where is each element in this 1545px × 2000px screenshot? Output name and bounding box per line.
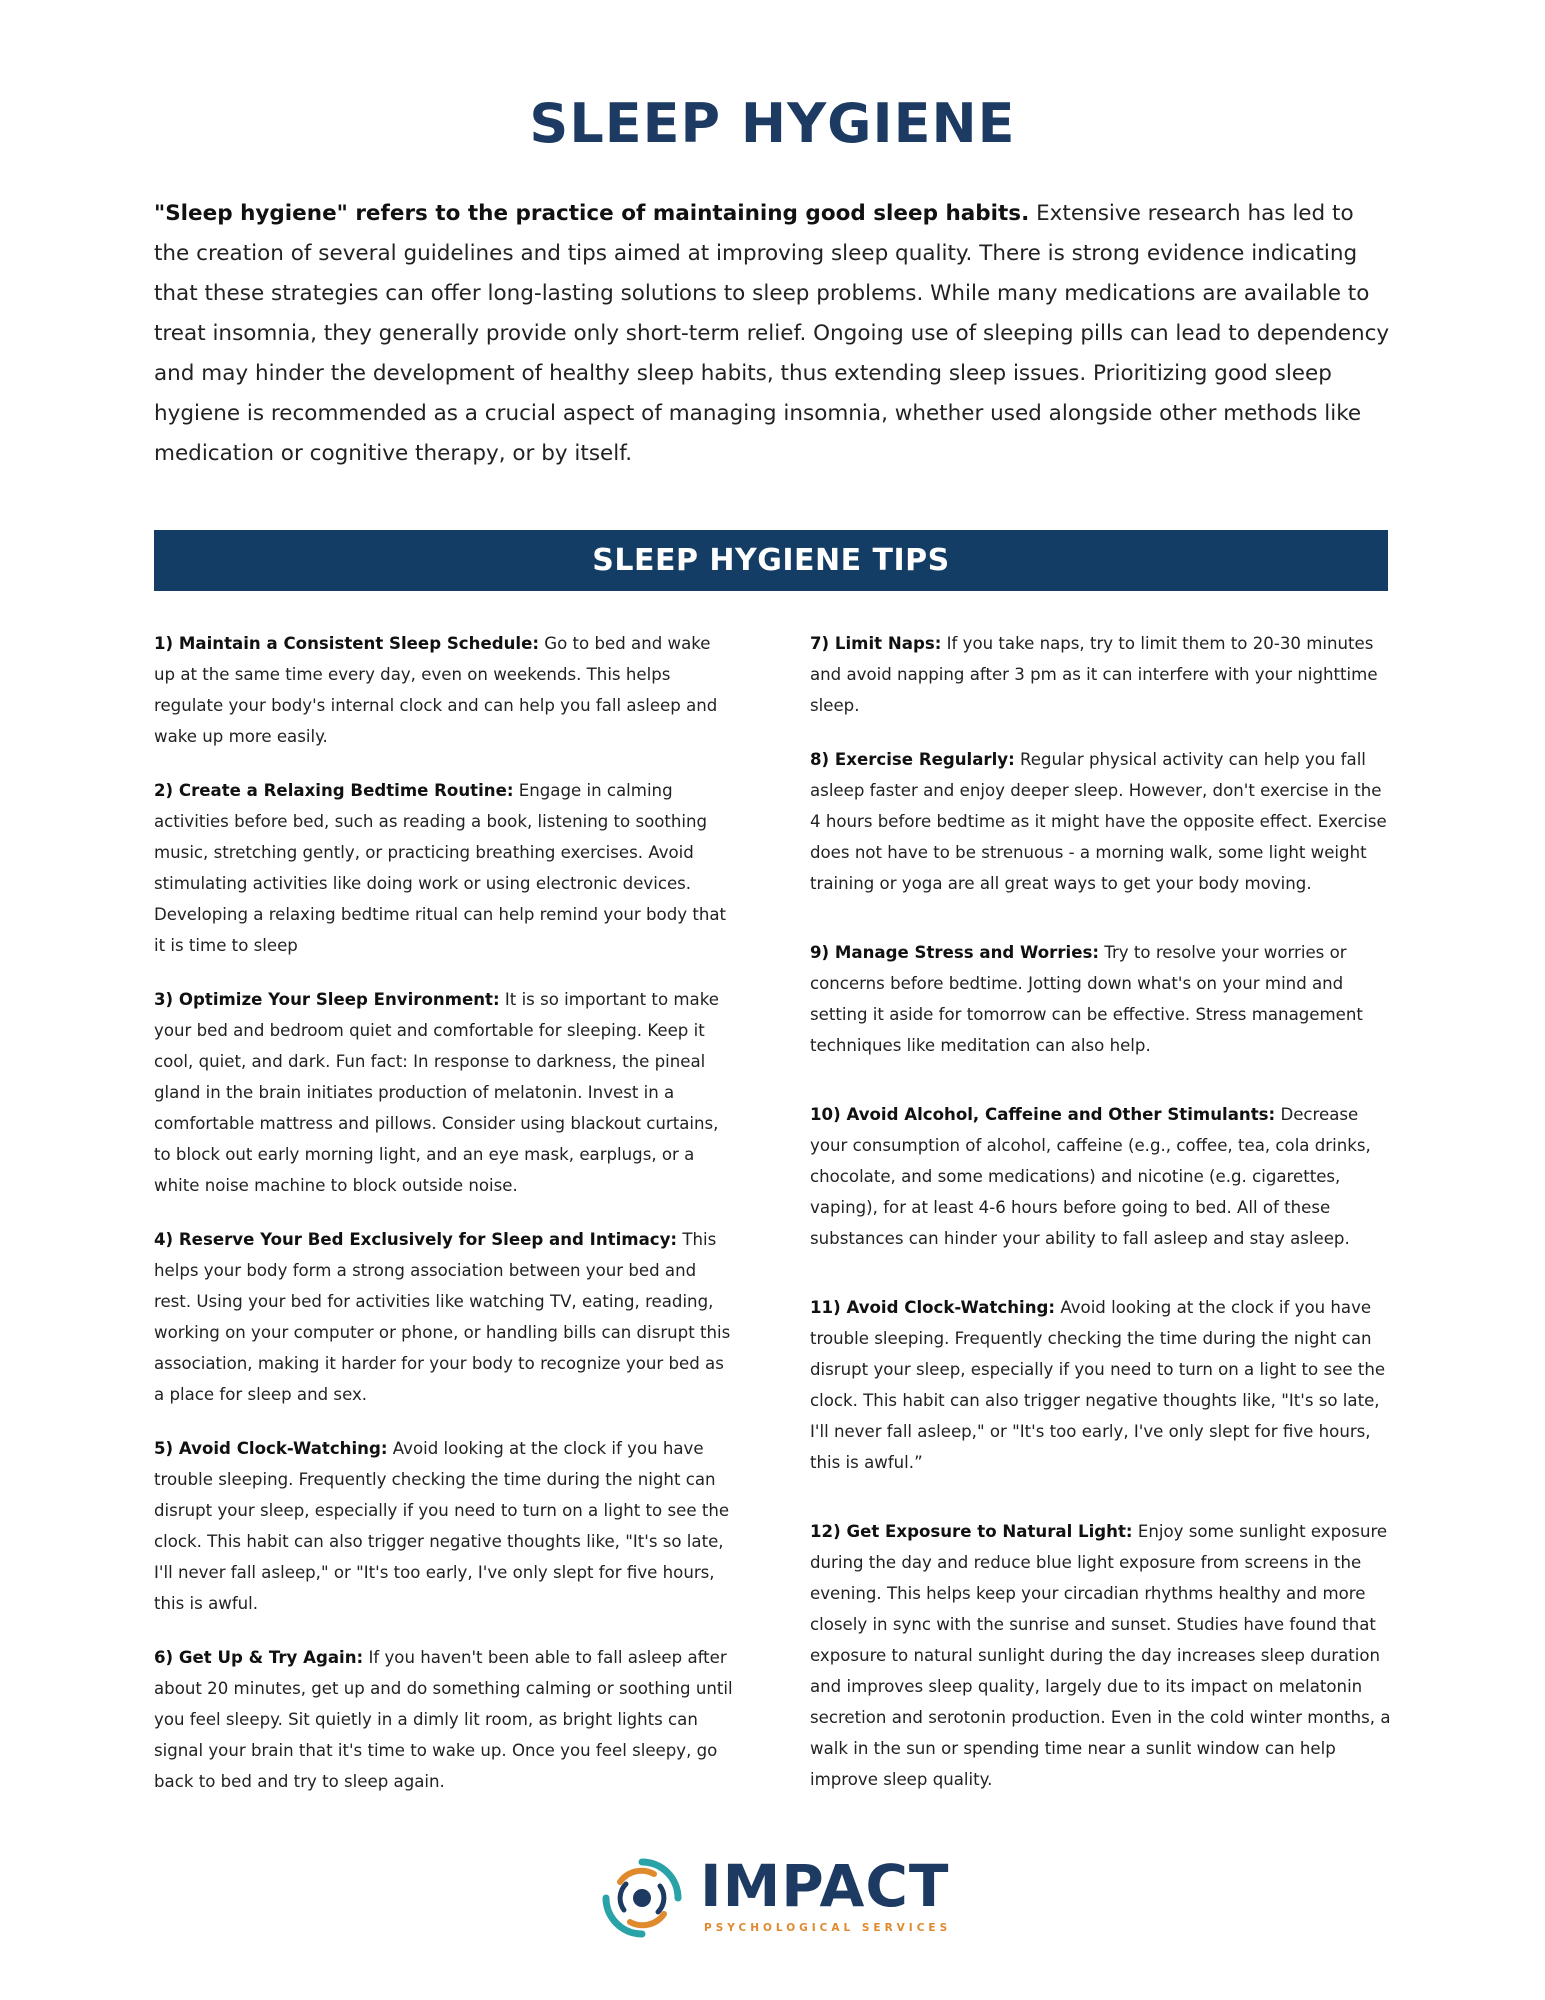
tip-text: Regular physical activity can help you fall asleep faster and enjoy deeper sleep. However, don't exercise in the 4 hours before bedtime as it might have the opposite effect. Exercise does not have to be strenuous - a morning walk, some light weight training or yoga are all great ways to get your body moving. bbox=[810, 750, 1387, 893]
tip-title: 5) Avoid Clock-Watching: bbox=[154, 1439, 388, 1458]
intro-paragraph bbox=[154, 194, 1394, 474]
tip-item bbox=[810, 1292, 1392, 1478]
logo-subtitle: PSYCHOLOGICAL SERVICES bbox=[704, 1922, 952, 1934]
intro-body: Extensive research has led to the creation of several guidelines and tips aimed at improving sleep quality. There is strong evidence indicating that these strategies can offer long-lasting solutions to sleep problems. While many medications are available to treat insomnia, they generally provide only short-term relief. Ongoing use of sleeping pills can lead to dependency and may hinder the development of healthy sleep habits, thus extending sleep issues. Prioritizing good sleep hygiene is recommended as a crucial aspect of managing insomnia, whether used alongside other methods like medication or cognitive therapy, or by itself. bbox=[154, 201, 1390, 466]
tip-title: 6) Get Up & Try Again: bbox=[154, 1648, 364, 1667]
tip-item bbox=[154, 628, 734, 752]
tip-text: If you haven't been able to fall asleep after about 20 minutes, get up and do something calming or soothing until you feel sleepy. Sit quietly in a dimly lit room, as bright lights can signal your brain that it's time to wake up. Once you feel sleepy, go back to bed and try to sleep again. bbox=[154, 1648, 733, 1791]
tip-title: 1) Maintain a Consistent Sleep Schedule: bbox=[154, 634, 539, 653]
tip-item bbox=[810, 937, 1392, 1061]
tip-text: Try to resolve your worries or concerns before bedtime. Jotting down what's on your mind and setting it aside for tomorrow can be effective. Stress management techniques like meditation can also help. bbox=[810, 943, 1363, 1055]
tip-item bbox=[154, 984, 734, 1201]
page-title: SLEEP HYGIENE bbox=[529, 92, 1016, 155]
tip-title: 2) Create a Relaxing Bedtime Routine: bbox=[154, 781, 514, 800]
tip-title: 3) Optimize Your Sleep Environment: bbox=[154, 990, 500, 1009]
tip-text: Avoid looking at the clock if you have trouble sleeping. Frequently checking the time during the night can disrupt your sleep, especially if you need to turn on a light to see the clock. This habit can also trigger negative thoughts like, "It's so late, I'll never fall asleep," or "It's too early, I've only slept for five hours, this is awful.” bbox=[810, 1298, 1386, 1472]
tip-text: This helps your body form a strong association between your bed and rest. Using your bed for activities like watching TV, eating, reading, working on your computer or phone, or handling bills can disrupt this association, making it harder for your body to recognize your bed as a place for sleep and sex. bbox=[154, 1230, 731, 1404]
tip-item bbox=[154, 775, 734, 961]
tip-item bbox=[810, 1099, 1392, 1254]
tips-column-left bbox=[154, 628, 734, 1820]
tips-column-right bbox=[810, 628, 1392, 1818]
impact-logo bbox=[600, 1852, 960, 1942]
tips-banner-title: SLEEP HYGIENE TIPS bbox=[592, 543, 950, 578]
tip-item bbox=[154, 1433, 734, 1619]
tip-item bbox=[154, 1642, 734, 1797]
tip-title: 4) Reserve Your Bed Exclusively for Sleep and Intimacy: bbox=[154, 1230, 678, 1249]
tip-text: It is so important to make your bed and bedroom quiet and comfortable for sleeping. Keep it cool, quiet, and dark. Fun fact: In response to darkness, the pineal gland in the brain initiates production of melatonin. Invest in a comfortable mattress and pillows. Consider using blackout curtains, to block out early morning light, and an eye mask, earplugs, or a white noise machine to block outside noise. bbox=[154, 990, 719, 1195]
tip-title: 8) Exercise Regularly: bbox=[810, 750, 1015, 769]
tip-title: 9) Manage Stress and Worries: bbox=[810, 943, 1099, 962]
tip-title: 11) Avoid Clock-Watching: bbox=[810, 1298, 1056, 1317]
tip-title: 12) Get Exposure to Natural Light: bbox=[810, 1522, 1133, 1541]
tip-text: Enjoy some sunlight exposure during the day and reduce blue light exposure from screens in the evening. This helps keep your circadian rhythms healthy and more closely in sync with the sunrise and sunset. Studies have found that exposure to natural sunlight during the day increases sleep duration and improves sleep quality, largely due to its impact on melatonin secretion and serotonin production. Even in the cold winter months, a walk in the sun or spending time near a sunlit window can help improve sleep quality. bbox=[810, 1522, 1391, 1789]
tip-item bbox=[154, 1224, 734, 1410]
tip-text: Decrease your consumption of alcohol, caffeine (e.g., coffee, tea, cola drinks, chocolate, and some medications) and nicotine (e.g. cigarettes, vaping), for at least 4-6 hours before going to bed. All of these substances can hinder your ability to fall asleep and stay asleep. bbox=[810, 1105, 1371, 1248]
tip-text: Engage in calming activities before bed, such as reading a book, listening to soothing music, stretching gently, or practicing breathing exercises. Avoid stimulating activities like doing work or using electronic devices. Developing a relaxing bedtime ritual can help remind your body that it is time to sleep bbox=[154, 781, 727, 955]
tip-item bbox=[810, 744, 1392, 899]
tip-item bbox=[810, 628, 1392, 721]
tip-text: Go to bed and wake up at the same time every day, even on weekends. This helps regulate your body's internal clock and can help you fall asleep and wake up more easily. bbox=[154, 634, 718, 746]
intro-lead: "Sleep hygiene" refers to the practice of maintaining good sleep habits. bbox=[154, 201, 1030, 226]
logo-wordmark: IMPACT bbox=[700, 1852, 950, 1920]
logo-mark-icon bbox=[600, 1856, 684, 1940]
tip-title: 10) Avoid Alcohol, Caffeine and Other Stimulants: bbox=[810, 1105, 1276, 1124]
tip-text: Avoid looking at the clock if you have trouble sleeping. Frequently checking the time during the night can disrupt your sleep, especially if you need to turn on a light to see the clock. This habit can also trigger negative thoughts like, "It's so late, I'll never fall asleep," or "It's too early, I've only slept for five hours, this is awful. bbox=[154, 1439, 730, 1613]
tips-banner bbox=[154, 530, 1388, 591]
tip-title: 7) Limit Naps: bbox=[810, 634, 942, 653]
tip-item bbox=[810, 1516, 1392, 1795]
tip-text: If you take naps, try to limit them to 20-30 minutes and avoid napping after 3 pm as it can interfere with your nighttime sleep. bbox=[810, 634, 1378, 715]
